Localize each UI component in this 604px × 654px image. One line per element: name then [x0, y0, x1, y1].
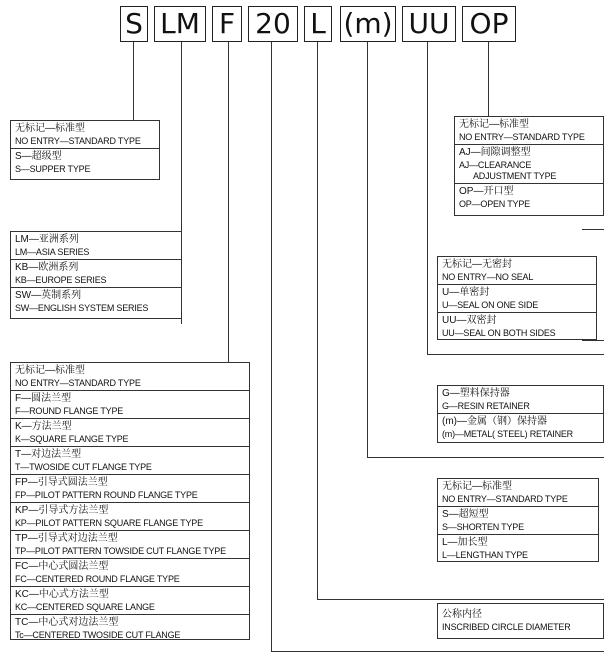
- code-box-uu: UU: [402, 6, 456, 42]
- entry-en: L—LENGTHAN TYPE: [442, 550, 528, 560]
- legend-entry: [438, 414, 603, 441]
- legend-entry: [11, 559, 249, 587]
- entry-zh: L—加长型: [442, 537, 488, 548]
- legend-entry: [11, 121, 159, 149]
- connector-uu-h: [427, 354, 604, 355]
- legend-entry: [438, 535, 598, 562]
- entry-zh: TP—引导式对边法兰型: [15, 533, 118, 544]
- legend-entry: [438, 507, 598, 535]
- code-box-s: S: [120, 6, 148, 42]
- code-box-op: OP: [462, 6, 516, 42]
- legend-entry: [11, 531, 249, 559]
- code-box-lm: LM: [154, 6, 206, 42]
- legend-box-length: [437, 478, 599, 562]
- legend-entry: [11, 615, 249, 642]
- code-box-l: L: [304, 6, 332, 42]
- entry-zh: OP—开口型: [459, 186, 514, 197]
- connector-op: [488, 42, 489, 116]
- legend-entry: [438, 386, 603, 414]
- entry-zh: KB—欧洲系列: [15, 262, 79, 273]
- legend-entry: [11, 419, 249, 447]
- entry-zh: F—圆法兰型: [15, 393, 72, 404]
- entry-en: SW—ENGLISH SYSTEM SERIES: [15, 303, 149, 313]
- legend-entry: [455, 145, 603, 184]
- legend-entry: [11, 503, 249, 531]
- entry-zh: AJ—间隙调整型: [459, 147, 531, 158]
- legend-entry: [438, 604, 603, 634]
- legend-entry: [11, 149, 159, 176]
- legend-entry: [11, 232, 181, 260]
- connector-f: [228, 42, 229, 362]
- entry-zh: SW—英制系列: [15, 290, 82, 301]
- entry-zh: S—超短型: [442, 509, 489, 520]
- entry-en-continued: ADJUSTMENT TYPE: [473, 171, 557, 181]
- entry-en: FP—PILOT PATTERN ROUND FLANGE TYPE: [15, 490, 198, 500]
- entry-en: TP—PILOT PATTERN TOWSIDE CUT FLANGE TYPE: [15, 546, 226, 556]
- connector-l-h: [317, 599, 604, 600]
- entry-zh: UU—双密封: [442, 315, 497, 326]
- entry-zh: FP—引导式圆法兰型: [15, 477, 108, 488]
- legend-box-flange: [10, 362, 250, 640]
- entry-en: KC—CENTERED SQUARE LANGE: [15, 602, 155, 612]
- legend-entry: [11, 587, 249, 615]
- entry-zh: 无标记—标准型: [459, 119, 529, 130]
- legend-box-s-type: [10, 120, 160, 180]
- legend-entry: [455, 184, 603, 211]
- legend-entry: [11, 475, 249, 503]
- entry-zh: 无标记—无密封: [442, 259, 512, 270]
- legend-entry: [438, 479, 598, 507]
- legend-entry: [438, 257, 596, 285]
- entry-en: UU—SEAL ON BOTH SIDES: [442, 328, 556, 338]
- connector-m-h: [367, 457, 604, 458]
- legend-entry: [11, 288, 181, 315]
- entry-zh: 无标记—标准型: [15, 365, 85, 376]
- entry-en: LM—ASIA SERIES: [15, 247, 90, 257]
- legend-entry: [438, 313, 596, 340]
- code-box-f: F: [212, 6, 242, 42]
- entry-zh: G—塑料保持器: [442, 388, 510, 399]
- entry-en: S—SUPPER TYPE: [15, 164, 91, 174]
- entry-zh: S—超级型: [15, 151, 62, 162]
- entry-en: T—TWOSIDE CUT FLANGE TYPE: [15, 462, 152, 472]
- code-box-m: (m): [340, 6, 396, 42]
- legend-entry: [11, 391, 249, 419]
- entry-en: NO ENTRY—STANDARD TYPE: [15, 136, 141, 146]
- entry-zh: KC—中心式方法兰型: [15, 589, 109, 600]
- entry-en: NO ENTRY—NO SEAL: [442, 272, 534, 282]
- code-box-20: 20: [248, 6, 298, 42]
- entry-en: OP—OPEN TYPE: [459, 199, 530, 209]
- legend-entry: [438, 285, 596, 313]
- connector-m: [367, 42, 368, 457]
- legend-box-diameter: [437, 603, 604, 639]
- entry-en: NO ENTRY—STANDARD TYPE: [442, 494, 568, 504]
- connector-20: [271, 42, 272, 651]
- entry-en: KB—EUROPE SERIES: [15, 275, 107, 285]
- entry-en: AJ—CLEARANCE: [459, 160, 532, 170]
- entry-en: S—SHORTEN TYPE: [442, 522, 524, 532]
- entry-en: KP—PILOT PATTERN SQUARE FLANGE TYPE: [15, 518, 203, 528]
- entry-zh: KP—引导式方法兰型: [15, 505, 109, 516]
- entry-zh: TC—中心式对边法兰型: [15, 617, 119, 628]
- connector-right-op: [582, 229, 604, 230]
- entry-en: G—RESIN RETAINER: [442, 401, 530, 411]
- legend-box-series: [10, 231, 182, 319]
- entry-en: FC—CENTERED ROUND FLANGE TYPE: [15, 574, 180, 584]
- legend-entry: [11, 260, 181, 288]
- entry-en: NO ENTRY—STANDARD TYPE: [15, 378, 141, 388]
- entry-zh: 无标记—标准型: [15, 123, 85, 134]
- entry-zh: 公称内径: [442, 609, 482, 620]
- entry-en: INSCRIBED CIRCLE DIAMETER: [442, 622, 571, 632]
- entry-en: K—SQUARE FLANGE TYPE: [15, 434, 129, 444]
- entry-en: (m)—METAL( STEEL) RETAINER: [442, 429, 573, 439]
- legend-entry: [11, 363, 249, 391]
- legend-entry: [11, 447, 249, 475]
- connector-right-seal: [582, 340, 604, 341]
- connector-l: [317, 42, 318, 600]
- entry-en: F—ROUND FLANGE TYPE: [15, 406, 124, 416]
- entry-zh: (m)—金属（钢）保持器: [442, 416, 547, 427]
- legend-box-retainer: [437, 385, 604, 443]
- legend-box-seal: [437, 256, 597, 340]
- entry-zh: K—方法兰型: [15, 421, 72, 432]
- entry-en: Tc—CENTERED TWOSIDE CUT FLANGE: [15, 630, 181, 640]
- entry-en: NO ENTRY—STANDARD TYPE: [459, 132, 585, 142]
- connector-20-h: [271, 651, 604, 652]
- entry-zh: FC—中心式圆法兰型: [15, 561, 109, 572]
- legend-entry: [455, 117, 603, 145]
- entry-zh: 无标记—标准型: [442, 481, 512, 492]
- entry-zh: T—对边法兰型: [15, 449, 82, 460]
- connector-uu: [427, 42, 428, 354]
- entry-zh: U—单密封: [442, 287, 490, 298]
- entry-zh: LM—亚洲系列: [15, 234, 79, 245]
- legend-box-opening: [454, 116, 604, 216]
- entry-en: U—SEAL ON ONE SIDE: [442, 300, 539, 310]
